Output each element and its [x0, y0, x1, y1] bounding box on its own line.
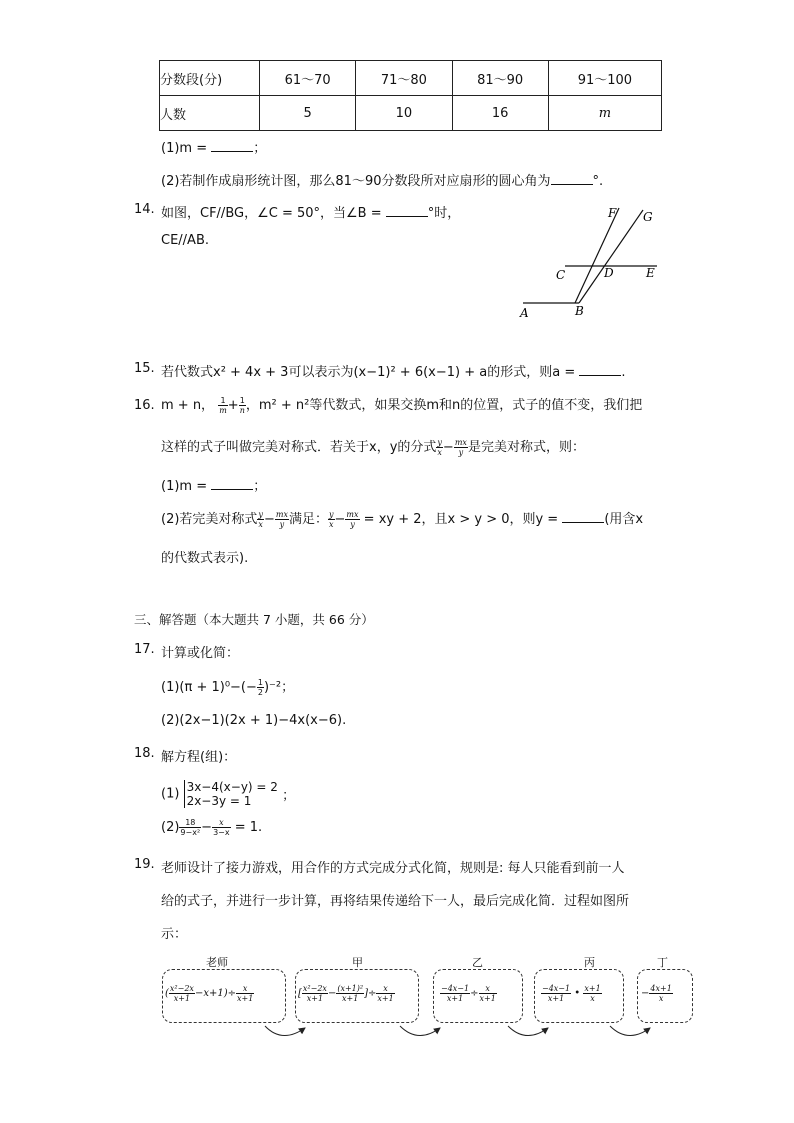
relay-label-yi: 乙 — [472, 956, 483, 969]
arrow-icon — [265, 1026, 305, 1036]
q18-title: 解方程(组)： — [161, 750, 237, 765]
label-a: A — [520, 306, 529, 320]
fraction: $\frac{mx}{y}$ — [346, 510, 359, 529]
q14-number: 14. — [134, 202, 155, 217]
fraction: $\frac{x}{x+1}$ — [377, 984, 394, 1003]
relay-box-yi: $\frac{-4x-1}{x+1}$ ÷ $\frac{x}{x+1}$ — [433, 969, 523, 1023]
fraction: $\frac{1}{n}$ — [239, 396, 245, 415]
q14-line2: CE//AB. — [161, 233, 209, 248]
q17-number: 17. — [134, 642, 155, 657]
label-f: F — [608, 206, 617, 220]
fraction: $\frac{x}{3-x}$ — [213, 818, 230, 837]
fraction: $\frac{\text{(x+1)²}}{x+1}$ — [337, 984, 364, 1003]
label-g: G — [643, 210, 653, 224]
fraction: $\frac{y}{x}$ — [437, 438, 442, 457]
relay-box-jia: [ $\frac{\text{x²−2x}}{x+1}$ − $\frac{\text{(x+1)²}}{x+1}$ ]÷ $\frac{x}{x+1}$ — [295, 969, 419, 1023]
relay-box-bing: $\frac{-4x-1}{x+1}$ • $\frac{x+1}{x}$ — [534, 969, 624, 1023]
table-header-cell: 81～90 — [452, 61, 548, 96]
q19-line3: 示： — [161, 927, 188, 942]
q16-part2: (2)若完美对称式 $\frac{y}{x}$ − $\frac{mx}{y}$ 满足： $\frac{y}{x}$ − $\frac{mx}{y}$ = xy + 2，且x > y > 0，则y = (用含x — [161, 510, 644, 529]
q16-part1: (1)m = ； — [161, 479, 267, 494]
fraction: $\frac{\text{x²−2x}}{x+1}$ — [302, 984, 327, 1003]
q19-line2: 给的式子，并进行一步计算，再将结果传递给下一人，最后完成化简．过程如图所 — [161, 894, 630, 909]
fraction: $\frac{-4x-1}{x+1}$ — [542, 984, 571, 1003]
arrow-icon — [400, 1026, 440, 1036]
table-cell: 10 — [356, 96, 452, 131]
table-row — [160, 61, 662, 96]
table-header-cell: 分数段(分) — [160, 61, 260, 96]
q18-number: 18. — [134, 746, 155, 761]
label-d: D — [604, 266, 614, 280]
score-table — [159, 60, 662, 131]
q16-line1: m + n， $\frac{1}{m}$ + $\frac{1}{n}$ ，m² + n²等代数式，如果交换m和n的位置，式子的值不变，我们把 — [161, 396, 643, 415]
fraction: $\frac{1}{2}$ — [257, 678, 263, 697]
q19-number: 19. — [134, 857, 155, 872]
fraction: $\frac{4x+1}{x}$ — [650, 984, 672, 1003]
q17-part1: (1)(π + 1)⁰−(− $\frac{1}{2}$ )⁻²； — [161, 678, 295, 697]
q15-number: 15. — [134, 361, 155, 376]
relay-label-jia: 甲 — [352, 956, 363, 969]
answer-blank[interactable] — [579, 363, 621, 376]
equation-system: 3x−4(x−y) = 2 2x−3y = 1 — [184, 780, 278, 808]
label-c: C — [556, 268, 566, 282]
q18-part1: (1) 3x−4(x−y) = 2 2x−3y = 1 ； — [161, 780, 296, 808]
q17-title: 计算或化简： — [161, 646, 240, 661]
q16-line2: 这样的式子叫做完美对称式．若关于x，y的分式 $\frac{y}{x}$ − $\frac{mx}{y}$ 是完美对称式，则： — [161, 438, 585, 457]
answer-blank[interactable] — [211, 139, 253, 152]
arrow-icon — [508, 1026, 548, 1036]
q13-part2: (2)若制作成扇形统计图，那么81～90分数段所对应扇形的圆心角为 °. — [161, 174, 604, 189]
table-header-cell: 91～100 — [548, 61, 661, 96]
q16-line5: 的代数式表示). — [161, 551, 249, 566]
arrow-icon — [610, 1026, 650, 1036]
relay-box-teacher: ( $\frac{\text{x²−2x}}{x+1}$ −x+1)÷ $\frac{x}{x+1}$ — [162, 969, 286, 1023]
relay-box-ding: − $\frac{4x+1}{x}$ — [637, 969, 693, 1023]
table-header-cell: 71～80 — [356, 61, 452, 96]
q14-line1: 如图，CF//BG，∠C = 50°，当∠B = °时， — [161, 206, 461, 221]
label-e: E — [646, 266, 655, 280]
fraction: $\frac{mx}{y}$ — [454, 438, 467, 457]
relay-label-teacher: 老师 — [206, 956, 228, 969]
relay-label-ding: 丁 — [657, 956, 668, 969]
table-row — [160, 96, 662, 131]
label-b: B — [575, 304, 584, 318]
answer-blank[interactable] — [551, 172, 593, 185]
fraction: $\frac{y}{x}$ — [258, 510, 263, 529]
fraction: $\frac{y}{x}$ — [328, 510, 334, 529]
fraction: $\frac{x}{x+1}$ — [479, 984, 496, 1003]
fraction: $\frac{x}{x+1}$ — [236, 984, 254, 1003]
table-cell: m — [548, 96, 661, 131]
q15-text: 若代数式x² + 4x + 3可以表示为(x−1)² + 6(x−1) + a的形式，则a = . — [161, 365, 626, 380]
answer-blank[interactable] — [562, 510, 604, 523]
relay-arrows — [250, 1020, 670, 1050]
table-cell: 16 — [452, 96, 548, 131]
table-cell: 人数 — [160, 96, 260, 131]
answer-blank[interactable] — [211, 477, 253, 490]
relay-label-bing: 丙 — [584, 956, 595, 969]
fraction: $\frac{-4x-1}{x+1}$ — [441, 984, 470, 1003]
parallel-lines-figure — [515, 200, 665, 325]
answer-blank[interactable] — [386, 204, 428, 217]
q19-line1: 老师设计了接力游戏，用合作的方式完成分式化简，规则是: 每人只能看到前一人 — [161, 861, 625, 876]
table-cell: 5 — [260, 96, 356, 131]
q16-number: 16. — [134, 398, 155, 413]
fraction: $\frac{18}{\text{9−x²}}$ — [180, 818, 201, 837]
section-heading: 三、解答题（本大题共 7 小题，共 66 分） — [134, 612, 374, 627]
fraction: $\frac{1}{m}$ — [219, 396, 227, 415]
q17-part2: (2)(2x−1)(2x + 1)−4x(x−6). — [161, 713, 347, 728]
q18-part2: (2) $\frac{18}{\text{9−x²}}$ − $\frac{x}{3-x}$ = 1. — [161, 818, 263, 837]
fraction: $\frac{mx}{y}$ — [275, 510, 288, 529]
q13-part1: (1)m = ； — [161, 141, 267, 156]
fraction: $\frac{\text{x²−2x}}{x+1}$ — [169, 984, 194, 1003]
table-header-cell: 61～70 — [260, 61, 356, 96]
fraction: $\frac{x+1}{x}$ — [584, 984, 601, 1003]
